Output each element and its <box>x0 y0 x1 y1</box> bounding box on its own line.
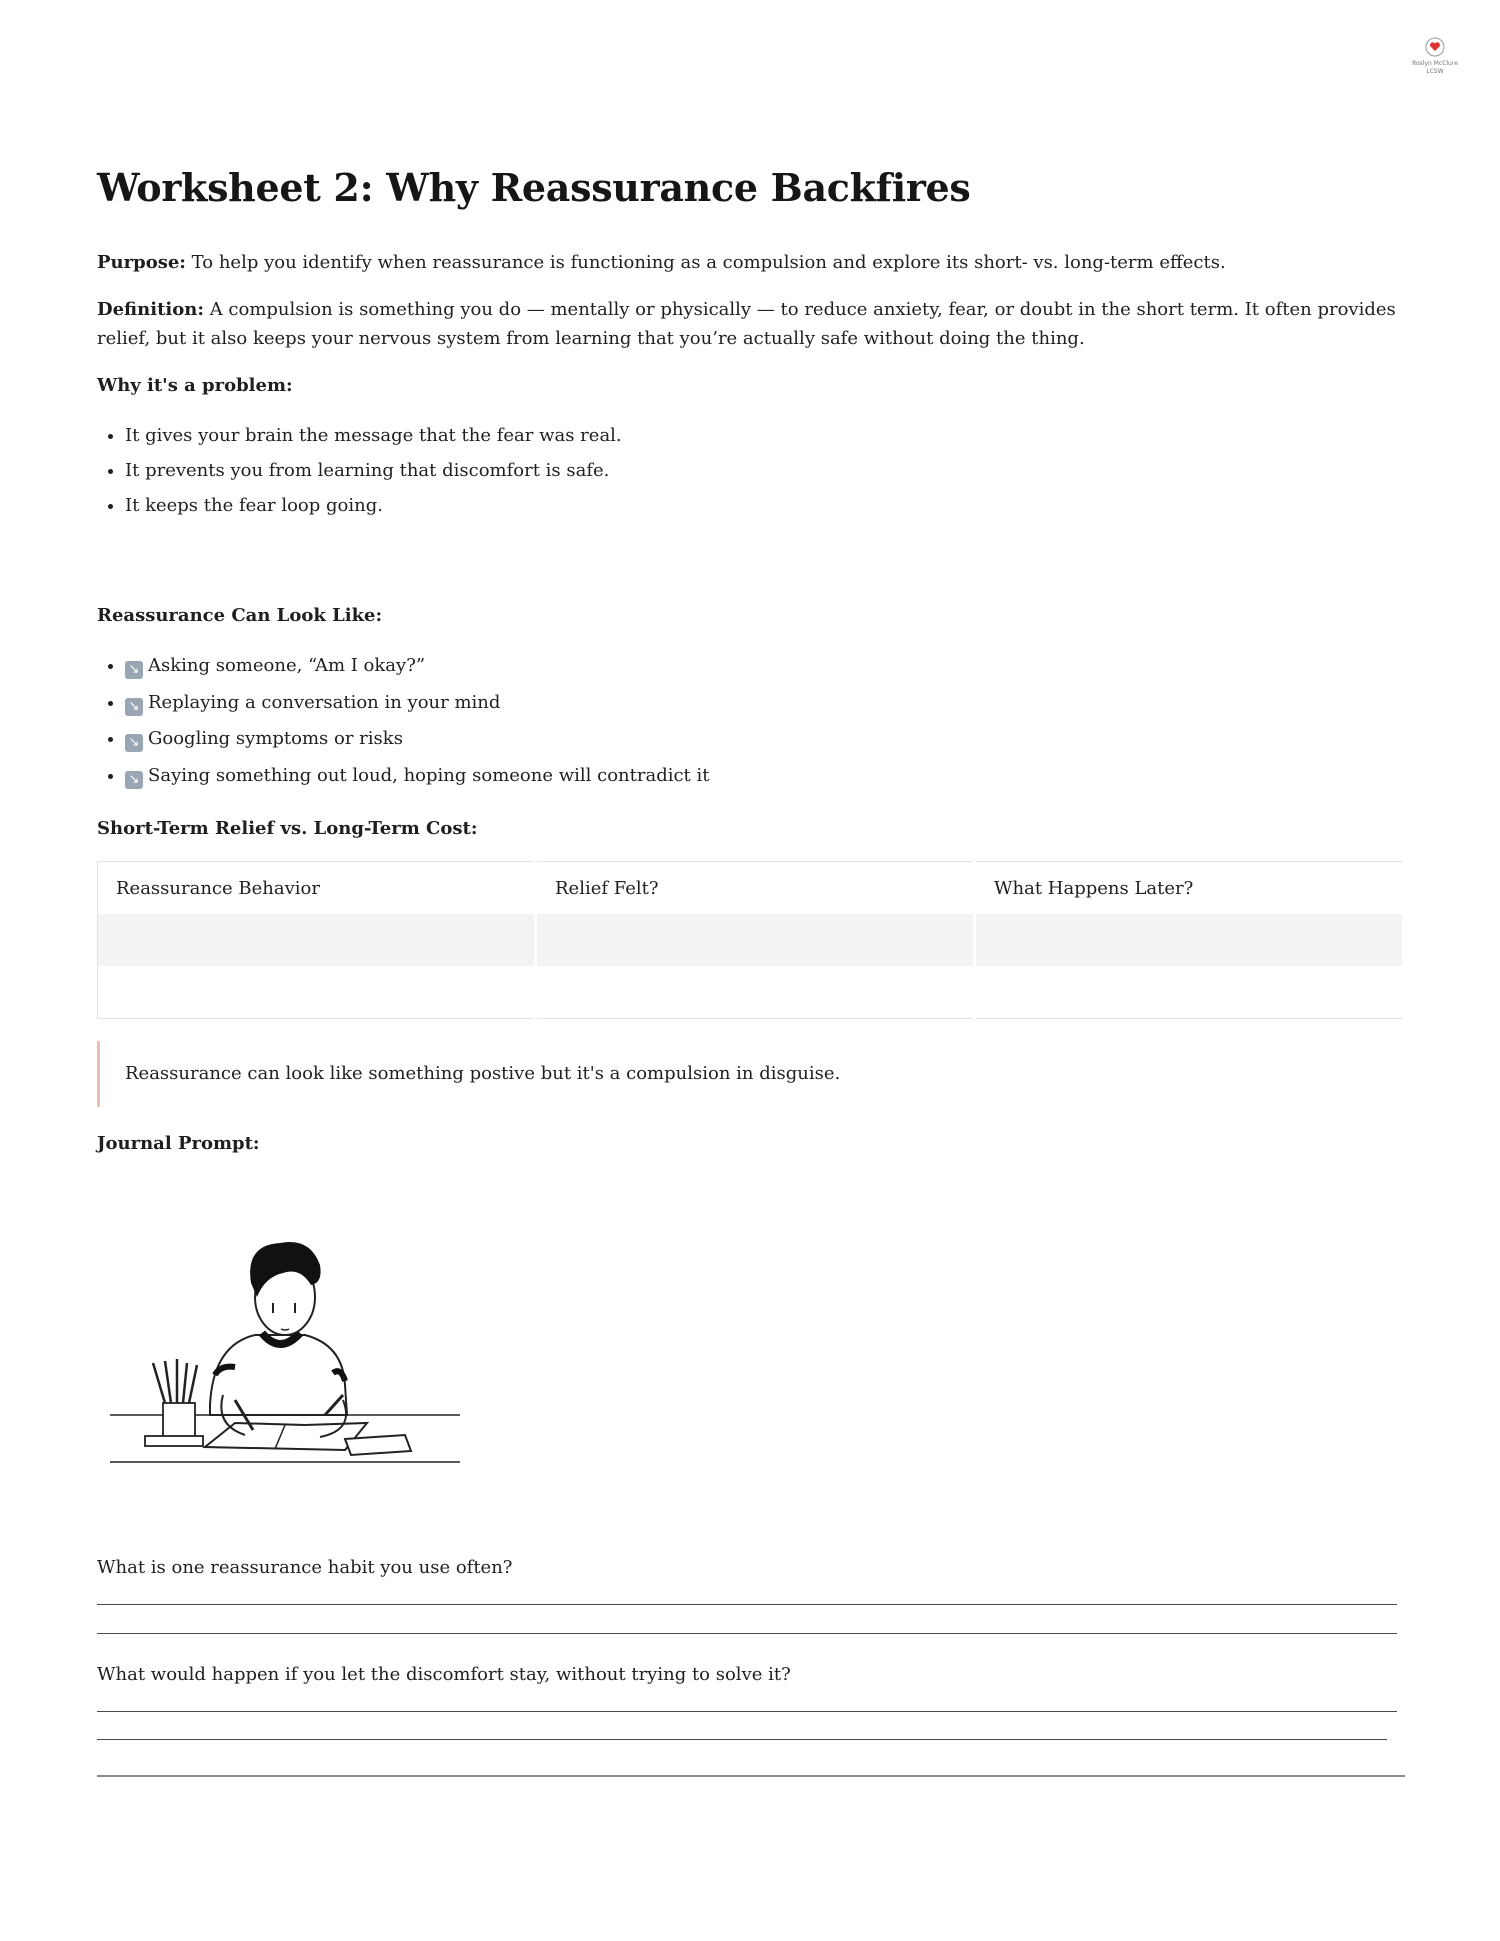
list-item-text: Googling symptoms or risks <box>148 728 403 749</box>
answer-line[interactable] <box>97 1604 1397 1605</box>
list-item <box>125 685 1405 722</box>
list-item <box>125 758 1405 795</box>
arrow-down-right-icon: ↘ <box>125 734 143 752</box>
definition-label: Definition: <box>97 299 204 320</box>
list-item-text: Replaying a conversation in your mind <box>148 691 501 713</box>
table-heading: Short-Term Relief vs. Long-Term Cost: <box>97 818 478 839</box>
logo-name: Roslyn McClure LCSW <box>1412 60 1458 75</box>
list-item-text: Asking someone, “Am I okay?” <box>148 655 426 676</box>
list-item-text: Saying something out loud, hoping someone will contradict it <box>148 764 710 786</box>
journal-question: What is one reassurance habit you use often? <box>97 1557 513 1578</box>
answer-line[interactable] <box>97 1633 1397 1634</box>
list-item: • It keeps the fear loop going. <box>125 488 1405 523</box>
definition-paragraph <box>97 295 1405 353</box>
purpose-paragraph <box>97 248 1405 277</box>
answer-line[interactable] <box>97 1739 1387 1740</box>
callout-quote: Reassurance can look like something postive but it's a compulsion in disguise. <box>97 1041 1405 1107</box>
arrow-down-right-icon: ↘ <box>125 771 143 789</box>
list-item: • It prevents you from learning that discomfort is safe. <box>125 453 1405 488</box>
page-divider <box>97 1775 1405 1777</box>
journal-question: What would happen if you let the discomfort stay, without trying to solve it? <box>97 1664 791 1685</box>
purpose-text: To help you identify when reassurance is functioning as a compulsion and explore its short- vs. long-term effects. <box>185 252 1226 273</box>
answer-line[interactable] <box>97 1711 1397 1712</box>
heart-logo-icon <box>1424 36 1446 58</box>
list-item <box>125 648 1405 685</box>
table-cell-input[interactable] <box>536 966 975 1019</box>
table-header-cell: Reassurance Behavior <box>98 862 536 915</box>
page-title: Worksheet 2: Why Reassurance Backfires <box>97 165 971 210</box>
problem-heading: Why it's a problem: <box>97 375 293 396</box>
table-header-row <box>98 862 1404 915</box>
table-header-cell: What Happens Later? <box>975 862 1404 915</box>
list-item <box>125 721 1405 758</box>
looks-like-list <box>97 648 1405 794</box>
table-cell-input[interactable] <box>975 966 1404 1019</box>
worksheet <box>97 155 1405 1158</box>
list-item: • It gives your brain the message that the fear was real. <box>125 418 1405 453</box>
table-cell-input[interactable] <box>98 914 536 966</box>
table-cell-input[interactable] <box>975 914 1404 966</box>
definition-text: A compulsion is something you do — mentally or physically — to reduce anxiety, fear, or doubt in the short term. It often provides relief, but it also keeps your nervous system from learning that you’re actually safe without doing the thing. <box>97 299 1396 349</box>
relief-table <box>97 861 1405 1019</box>
arrow-down-right-icon: ↘ <box>125 661 143 679</box>
looks-like-heading: Reassurance Can Look Like: <box>97 605 383 626</box>
table-cell-input[interactable] <box>536 914 975 966</box>
arrow-down-right-icon: ↘ <box>125 698 143 716</box>
person-writing-illustration <box>105 1225 465 1475</box>
purpose-label: Purpose: <box>97 252 186 273</box>
table-row <box>98 966 1404 1019</box>
table-row <box>98 914 1404 966</box>
journal-heading: Journal Prompt: <box>97 1133 260 1154</box>
table-header-cell: Relief Felt? <box>536 862 975 915</box>
logo <box>1404 36 1466 80</box>
problem-list <box>97 418 1405 523</box>
table-cell-input[interactable] <box>98 966 536 1019</box>
